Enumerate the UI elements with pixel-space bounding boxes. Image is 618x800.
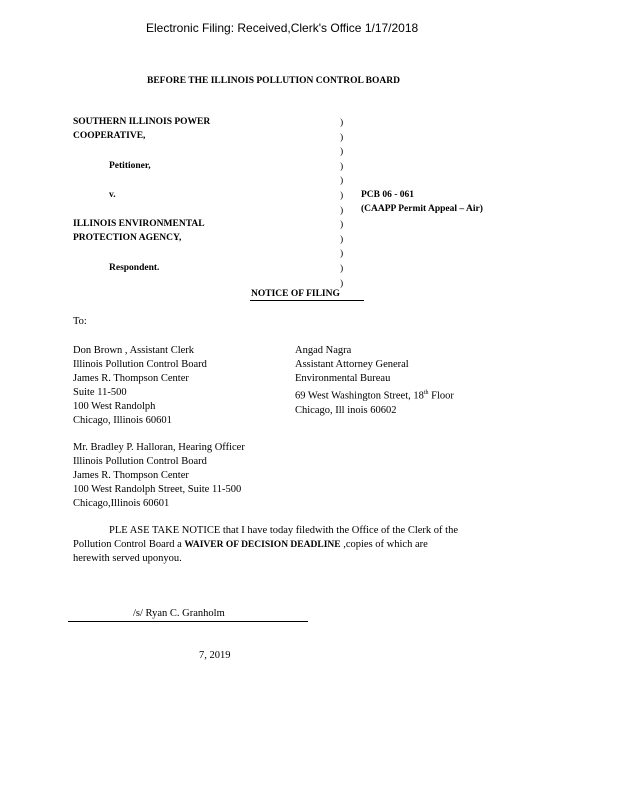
- to-label: To:: [73, 316, 87, 327]
- address-line: Suite 11-500: [73, 387, 127, 398]
- versus-label: v.: [109, 190, 116, 200]
- paren-mark: ): [340, 220, 344, 231]
- paren-mark: ): [340, 249, 344, 260]
- caption-parentheses: [340, 116, 343, 291]
- petitioner-name-line1: SOUTHERN ILLINOIS POWER: [73, 117, 211, 127]
- address-line: James R. Thompson Center: [73, 470, 189, 481]
- address-line: Environmental Bureau: [295, 373, 391, 384]
- paragraph-line: [73, 538, 509, 552]
- paragraph-text: Pollution Control Board a: [73, 539, 185, 550]
- notice-title: NOTICE OF FILING: [251, 289, 340, 299]
- address-line: 100 West Randolph: [73, 401, 156, 412]
- paragraph-line: PLE ASE TAKE NOTICE that I have today filedwith the Office of the Clerk of the: [109, 525, 458, 536]
- board-title: BEFORE THE ILLINOIS POLLUTION CONTROL BOARD: [147, 76, 400, 86]
- paren-mark: ): [340, 205, 344, 216]
- respondent-name-line2: PROTECTION AGENCY,: [73, 233, 182, 243]
- paren-mark: ): [340, 147, 344, 158]
- address-line: Assistant Attorney General: [295, 359, 409, 370]
- address-line: Illinois Pollution Control Board: [73, 456, 207, 467]
- respondent-name-line1: ILLINOIS ENVIRONMENTAL: [73, 219, 205, 229]
- paren-mark: ): [340, 161, 344, 172]
- paragraph-text: ,copies of which are: [340, 539, 428, 550]
- address-line-street: [295, 386, 454, 404]
- address-line: Mr. Bradley P. Halloran, Hearing Officer: [73, 442, 245, 453]
- notice-paragraph: [73, 524, 509, 566]
- filing-stamp: Electronic Filing: Received,Clerk's Office 1/17/2018: [146, 21, 419, 35]
- document-title-bold: WAIVER OF DECISION DEADLINE: [184, 540, 341, 550]
- address-line: Illinois Pollution Control Board: [73, 359, 207, 370]
- address-line: Chicago, Illinois 60601: [73, 415, 172, 426]
- paragraph-line: herewith served uponyou.: [73, 553, 182, 564]
- recipient-block-attorney: [295, 344, 454, 418]
- address-line: Don Brown , Assistant Clerk: [73, 345, 195, 356]
- signature-name: /s/ Ryan C. Granholm: [133, 608, 225, 619]
- paren-mark: ): [340, 118, 344, 128]
- paren-mark: ): [340, 190, 344, 201]
- respondent-role: Respondent.: [109, 263, 160, 273]
- paren-mark: ): [340, 132, 344, 143]
- ordinal-suffix: th: [423, 390, 429, 396]
- paren-mark: ): [340, 176, 344, 187]
- signature-date: 7, 2019: [199, 650, 231, 661]
- street-text: 69 West Washington Street, 18: [295, 390, 424, 402]
- case-type: (CAAPP Permit Appeal – Air): [361, 204, 483, 214]
- paren-mark: ): [340, 278, 344, 289]
- floor-text: Floor: [428, 390, 454, 402]
- paren-mark: ): [340, 263, 344, 274]
- address-line: Chicago, Ill inois 60602: [295, 404, 397, 416]
- petitioner-name-line2: COOPERATIVE,: [73, 131, 146, 141]
- address-line: Angad Nagra: [295, 345, 352, 356]
- address-line: Chicago,Illinois 60601: [73, 498, 170, 509]
- address-line: 100 West Randolph Street, Suite 11-500: [73, 484, 242, 495]
- signature-line: [68, 621, 308, 622]
- address-line: James R. Thompson Center: [73, 373, 189, 384]
- recipient-block-clerk: [73, 344, 207, 428]
- case-number: PCB 06 - 061: [361, 190, 415, 200]
- petitioner-role: Petitioner,: [109, 161, 151, 171]
- recipient-block-hearing-officer: [73, 441, 245, 511]
- paren-mark: ): [340, 234, 344, 245]
- notice-title-underline: [250, 300, 364, 301]
